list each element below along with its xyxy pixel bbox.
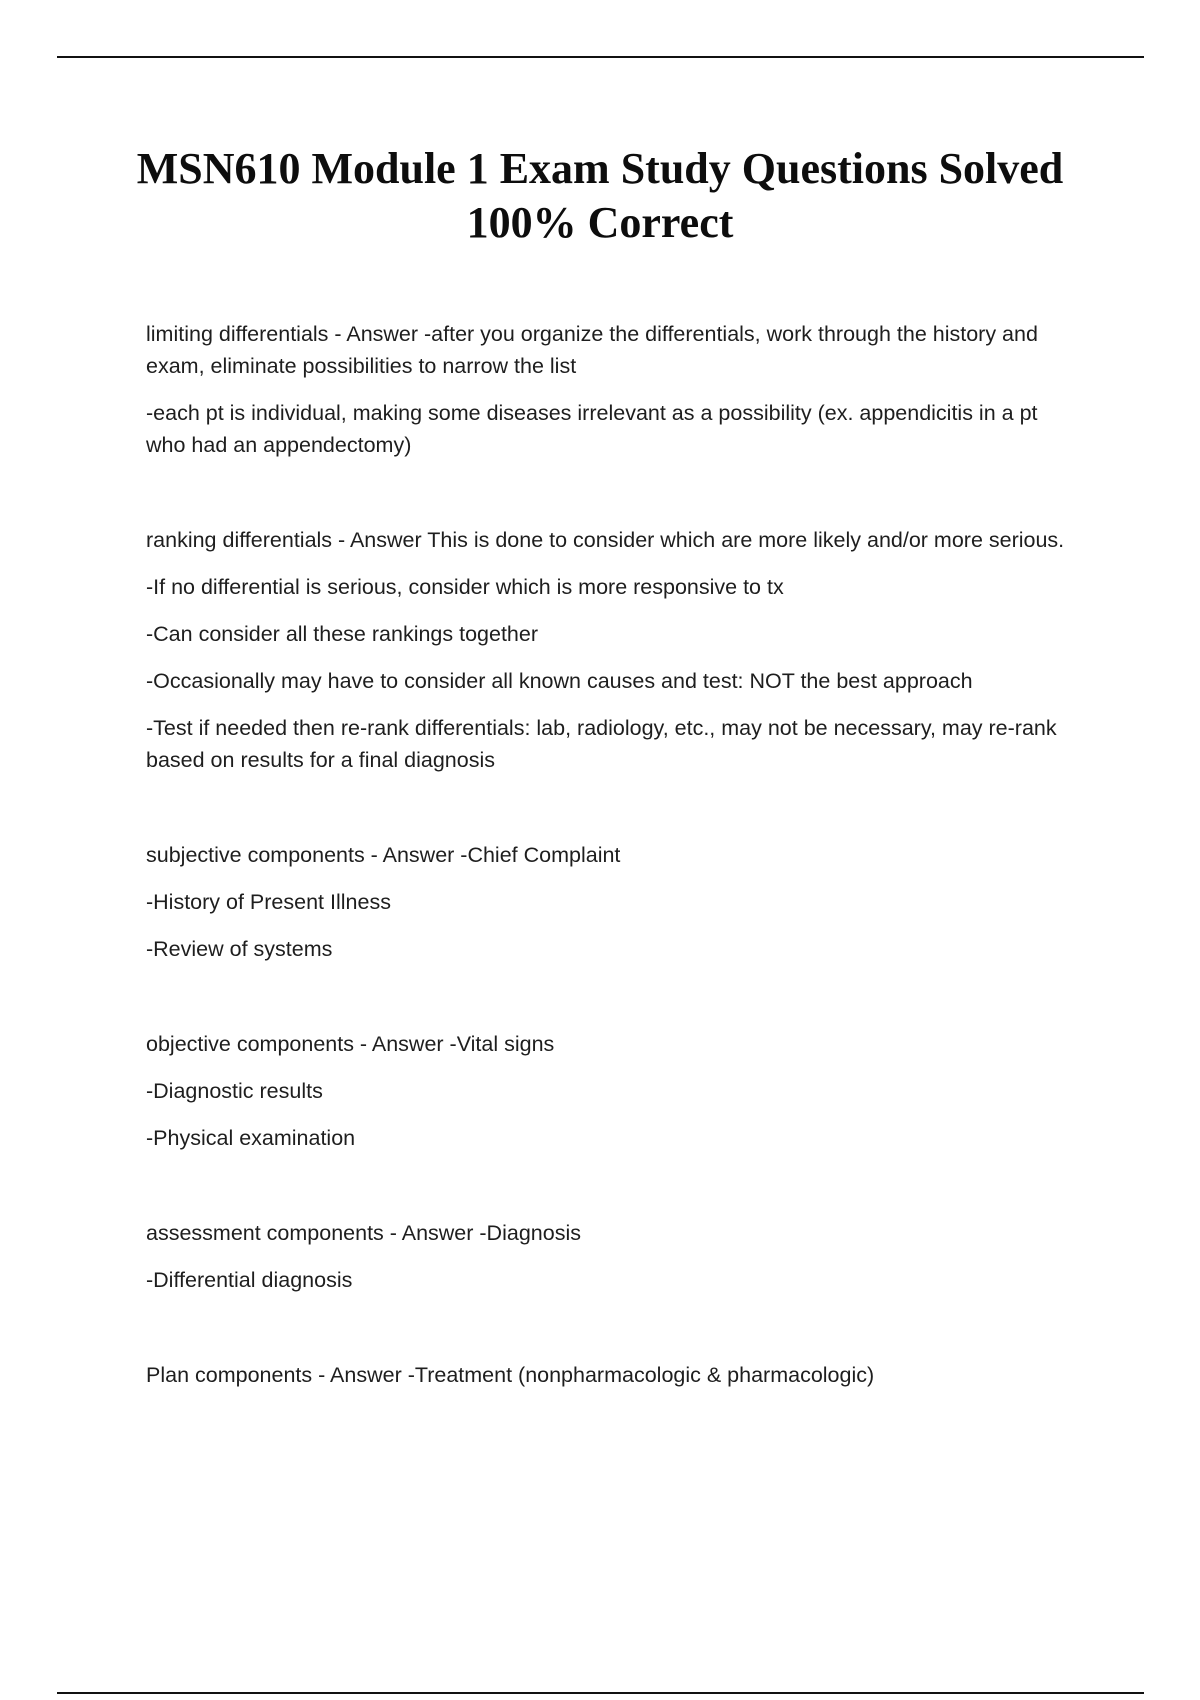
paragraph: -If no differential is serious, consider which is more responsive to tx (146, 575, 784, 599)
qa-limiting-differentials (146, 318, 1066, 461)
paragraph: -each pt is individual, making some diseases irrelevant as a possibility (ex. appendicitis in a pt who had an appendectomy) (146, 401, 1038, 457)
header-rule (57, 56, 1144, 58)
paragraph: -Test if needed then re-rank differentials: lab, radiology, etc., may not be necessary, may re-rank based on results for a final diagnosis (146, 716, 1057, 772)
paragraph: -History of Present Illness (146, 890, 391, 914)
title-line-2: 100% Correct (466, 198, 734, 247)
qa-objective-components (146, 1028, 1066, 1154)
paragraph: -Differential diagnosis (146, 1268, 353, 1292)
paragraph: -Review of systems (146, 937, 333, 961)
qa-plan-components (146, 1359, 1066, 1391)
paragraph: -Physical examination (146, 1126, 356, 1150)
paragraph: subjective components - Answer -Chief Complaint (146, 843, 621, 867)
paragraph: assessment components - Answer -Diagnosis (146, 1221, 581, 1245)
footer-rule (57, 1692, 1144, 1694)
qa-subjective-components (146, 839, 1066, 965)
paragraph: limiting differentials - Answer -after you organize the differentials, work through the history and exam, eliminate possibilities to narrow the list (146, 322, 1038, 378)
title-line-1: MSN610 Module 1 Exam Study Questions Solved (136, 144, 1064, 193)
paragraph: -Diagnostic results (146, 1079, 323, 1103)
paragraph: -Occasionally may have to consider all known causes and test: NOT the best approach (146, 669, 973, 693)
paragraph: -Can consider all these rankings together (146, 622, 538, 646)
qa-ranking-differentials (146, 524, 1066, 776)
document-title (100, 142, 1100, 250)
paragraph: objective components - Answer -Vital signs (146, 1032, 555, 1056)
document-body (146, 318, 1066, 1454)
paragraph: Plan components - Answer -Treatment (nonpharmacologic & pharmacologic) (146, 1363, 875, 1387)
qa-assessment-components (146, 1217, 1066, 1296)
paragraph: ranking differentials - Answer This is done to consider which are more likely and/or more serious. (146, 528, 1065, 552)
